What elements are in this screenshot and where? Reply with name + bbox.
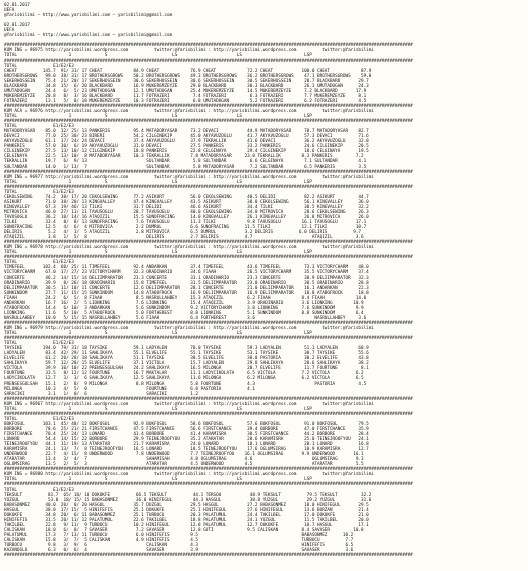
table-row: CEKOLSEWING 74.2 38/ 17/ 20 CEKOLSEWING 77.2 ASIKURT 56.0 CEKOLSEWING 40.5 DELIDI 82.2 ASIKURT 44.7	[4, 194, 369, 200]
column-headers: TOTAL 1 S LS LS LSP	[4, 179, 312, 185]
table-row: TOTAL E1/E2/E3	[4, 63, 74, 69]
separator-line: ##############################################################################################################################################################	[4, 467, 413, 473]
column-headers: TOTAL 1 S LS LS LSP	[4, 477, 312, 483]
separator-line: ##############################################################################################################################################################	[4, 58, 413, 64]
table-row: DELIRIS 5.2 4/ 1/ 5 ATAQIZIL 2.8 MITROVICA 6.5 DUMRUL 3.2 DELIRIS 6.0 DELIRIS 9.7	[4, 230, 361, 236]
table-row: HINIFEFIS 31.5 20/ 11/ 12 PALATUMUL 22.6 TAKILBEL 18.8 PALATUMUL 24.1 YUZGUL 11.5 TAKILBEL 20.0	[4, 517, 369, 523]
table-row: DOKUKFE 34.8 20/ 6/ 11 BABASONMEZ 25.1 TURBOCU 20.3 PALATUMUL 24.4 TAKILBEL 17.0 DOKUKFE 21.0	[4, 512, 369, 518]
table-row: AKYAVUZOGLU 61.1 17/ 24/ 24 DEVACI 37.4 AKYAVUZOGLU 37.9 TEKRALLIK 41.6 DEVACI 36.2 AKYAVUZOGLU 32.8	[4, 139, 369, 145]
table-row: TOTAL E1/E2/E3	[4, 124, 74, 130]
separator-line: ##############################################################################################################################################################	[4, 482, 413, 488]
table-row: BABASONMEZ 40.0 20/ 0/ 20 HASGUL 35.7 DUZGUL 29.5 HASGUL 27.2 BABASONMEZ 18.0 HINIFEGUL 29.5	[4, 502, 369, 508]
race-title: KUM ING = 96980 http://yarisbilimi.wordpress.com twitter:@Yarisbilimi : http://yarisbilimi.wordpress.com twitter:@Yarisbilimi	[4, 472, 374, 478]
table-row: BROTHERSGROWS 99.0 38/ 31/ 17 BROTHERSGROWS 50.2 BROTHERSGROWS 49.3 BROTHERSGROWS 36.2 BROTHERSGROWS 47.1 BROTHERSGROWS 59.0	[4, 73, 372, 79]
table-row: KAZANOGLU 6.3 0/ 6/ 4 SAVASER 3.9 SAVASER 3.6	[4, 548, 354, 554]
separator-line: ##############################################################################################################################################################	[4, 169, 413, 175]
header-line: @Yarisbilimi — http://www.yarisbilimi.com — yarisbilimi@gmail.com	[4, 33, 173, 39]
table-row: NASRULLAHBEY 10.0 5/ 15/ 15 NASRULLAHBEY 5.6 FIAAH 6.4 FORTHEREST 3.6 NASRULLAHBEY 3.6	[4, 315, 367, 321]
separator-line: ##############################################################################################################################################################	[4, 336, 413, 342]
table-row: LADYCIKOLATA 12.7 3/ 3/ 6 SAHLIKAYA 12.5 SAHLIKAYA 11.6 MILONGA 6.2 MILONGA 6.2 VICTOLA 6.5	[4, 376, 364, 382]
table-row: SARACIKI 3.1 1/ 0/ 6 SARACIKI 1.2	[4, 391, 199, 397]
table-row: LONARD 54.4 14/ 15/ 22 BORBORE 29.9 TEINEJROOFYOU 35.2 ATARATAR 28.6 KARAMISRA 25.0 TEINEJROOFYOU 24.1	[4, 437, 369, 443]
table-row: CELGINAYA 22.5 13/ 10/ 8 MATADORYASAR 10.3 TEKRALLIK 7.8 MATADORYASAR 23.0 TEKRALLIK 8.3 PANKERIS 7.2	[4, 154, 364, 160]
race-title: KUM ING = 96967 http://yarisbilimi.wordpress.com twitter:@Yarisbilimi : http://yarisbilimi.wordpress.com twitter:@Yarisbilimi	[4, 401, 374, 407]
table-row: SUNKINDOM 27.7 11/ 15/ 15 SUNKINDOM 14.8 ATABOFROCK 16.9 DELIIMPARATOR 16.9 DELIIMPARATOR 10.8 ATABOFROCK 18.8	[4, 290, 369, 296]
table-row: SAHLIKAYA 59.7 12/ 28/ 15 ELVELIFE 37.1 VICTOLA 15.7 LADYALEN 29.8 SAHLIKAYA 20.6 SAHLIKAYA 38.2	[4, 361, 369, 367]
table-row: TEKSULT 81.7 65/ 18/ 10 DOKUKFE 66.5 TEKSULT 44.1 TERSOU 48.9 TEKSULT 79.5 TEKSULT 32.2	[4, 492, 372, 498]
separator-line: ##############################################################################################################################################################	[4, 411, 413, 417]
separator-line: ##############################################################################################################################################################	[4, 396, 413, 402]
table-row: TURBOCU 9.8 3/ 9/ 6 CALISKAN 4.3 HINIFEFIS 6.5	[4, 543, 354, 549]
column-headers: TOTAL 1 S LS LS LSP	[4, 250, 312, 256]
table-row: FIAAH 24.2 6/ 5/ 8 FIAAH 8.5 NASRULLAHBEY 15.3 ATAQIZIL 6.2 FIAAH 8.4 FIAAH 14.0	[4, 295, 367, 301]
table-row: ASIKURT 71.0 38/ 20/ 13 KINGVALLEY 47.4 KINGVALLEY 43.5 ASIKURT 38.0 CEKOLSEWING 56.1 KINGVALLEY 36.0	[4, 199, 369, 205]
table-row: KARAMISRA 24.1 13/ 7/ 8 TEINEJROOFYOU 16.5 LONARD 18.5 TEINEJROOFYOU 17.6 OGLUMSIRAG 10.9 KARAMISRA 12.7	[4, 447, 369, 453]
table-row: MITROVICA 46.0 27/ 11/ 11 TAVUSOGLU 28.7 TAVUSOGLU 40.0 CEKOLSEWING 34.0 MITROVICA 28.6 CEKOLSEWING 26.3	[4, 209, 369, 215]
table-row: VICTORYCHARM 67.0 17/ 27/ 23 VICTORYCHARM 32.3 ORADINARIO 34.6 FIAAH 26.5 VICTORYCHARM 35.5 VICTORYCHARM 37.4	[4, 270, 369, 276]
table-row: CALISKAN 15.8 3/ 7/ 5 CALISKAN 4.9 HINIFEFIS 4.5 TURBOCU 7.7	[4, 537, 354, 543]
table-row: SUNOFRACING 12.5 4/ 6/ 4 MITROVICA 2.2 DUMRUL 6.6 SUNOFRACING 11.5 TILKI 12.1 TILKI 10.7	[4, 225, 367, 231]
table-row: OGLUMSIRAG 13.5 2/ 5/ 3 ATARATAR 4.5 UNDERWOOD 4.5 ATARATAR 5.5	[4, 462, 364, 468]
table-row: HASGUL 38.0 17/ 15/ 5 HINIFEFIS 25.1 DOKUKFE 25.1 HINIFEGUL 27.6 HINIFEGUL 13.6 BORZAN 21.4	[4, 507, 369, 513]
race-title: KUM ING = 96975 http://yarisbilimi.wordpress.com twitter:@Yarisbilimi : http://yarisbilimi.wordpress.com twitter:@Yarisbilimi	[4, 48, 374, 54]
table-row: FOURTUNE 33.5 8/ 12/ 12 FOURTUNE 16.7 MAKTALAR 11.1 LADYCIKOLATA 6.5 VICTOLA 7.2 VICTOLA 6.2	[4, 371, 364, 377]
table-row: SEKERHOSSEIN 75.4 21/ 20/ 17 SEKERHOSSEIN 30.6 SEKERHOSSEIN 30.6 SEKERHOSSEIN 30.5 SEKERHOSSEIN 28.7 BLACKBARD 29.7	[4, 78, 369, 84]
table-row: TAKILBEL 22.8 9/ 11/ 9 TURBOCU 10.2 HINIFEGUL 12.8 PALATUMUL 12.7 DOKUKFE 10.7 HASGUL 17.1	[4, 522, 369, 528]
table-row: TEKRALLIK 19.7 6/ 9/ 13 SULTANDAR 5.8 SULTANDAR 6.6 CELGINAYA 7.1 SULTANDAR 4.1	[4, 159, 367, 165]
table-row: UMUTADOGAN 24.4 6/ 5/ 23 UMUTADOGAN 12.1 UMUTADOGAN 25.4 MUKEREMZEYZE 14.5 MUKEREMZEYZE 7.2 BLACKBARD 17.9	[4, 88, 367, 94]
column-headers: TOTAL 1 S LS LS LSP	[4, 406, 312, 412]
separator-line: ##############################################################################################################################################################	[4, 240, 413, 246]
table-row: CONCERTE 46.2 14/ 15/ 14 DELIIMPARATOR 23.3 CONCERTE 33.1 ORADINARIO 23.3 CONCERTE 30.9 DELIIMPARATOR 32.3	[4, 275, 369, 281]
table-row: ATAQIZIL 3.8 1/ 5/ 8 DELIRIS 2.7 DELIRIS 4.7 ATAQIZIL 3.6	[4, 235, 364, 241]
separator-line: ##############################################################################################################################################################	[4, 103, 413, 109]
table-row: TOTAL E1/E2/E3	[4, 189, 74, 195]
column-headers: TOTAL 1 S LS LS LSP	[4, 53, 312, 59]
table-row: CILGINEKIP 27.5 13/ 10/ 12 CILGINEKIP 18.8 PANKERIS 22.8 CELGINAYA 29.4 CILGINEKIP 18.6 CELGINAYA 19.5	[4, 149, 369, 155]
table-row: PANKERIS 57.0 30/ 6/ 19 AKYAVUZOGLU 31.0 DEVACI 27.5 PANKERIS 33.2 PANKERIS 24.6 CILGINEKIP 20.5	[4, 144, 369, 150]
table-row: TAVUSOGLU 36.2 10/ 14/ 16 ATAQIZIL 15.5 SUNOFRACING 14.0 KINGVALLEY 26.1 KINGVALLEY 26.8 MITROVICA 26.0	[4, 214, 369, 220]
table-row: TILKI 33.4 8/ 8/ 13 SUNOFRACING 7.6 TAVUSOGLU 11.3 TILKI 9.8 TAVUSOGLU 16.1 TAVUSOGLU 17.1	[4, 220, 367, 226]
table-row: DEVACI 77.0 25/ 30/ 23 BIRERI 54.2 CILGINEKIP 45.0 AKYAVUZOGLU 41.7 AKYAVUZOGLU 57.3 DEVACI 71.6	[4, 134, 369, 140]
table-row: VICTOLA 39.9 10/ 10/ 22 PRENSESGULSAH 24.2 SAHLIKAYA 16.5 MILONGA 20.7 ELVELIFE 11.7 FOURTUNE 8.1	[4, 366, 369, 372]
column-headers: TOTAL 1 S LS LS LSP	[4, 331, 312, 337]
table-row: ELVELIFE 61.2 20/ 28/ 18 SAHLIKAYA 51.1 TAYSIKE 38.5 ELVELIFE 30.0 PASTORIA 30.2 ELVELIFE 43.8	[4, 356, 369, 362]
table-row: SULTANDAR 14.0 1/ 13/ 7 SULTANDAR 5.8 MATADORYASAR 7.2 SULTANDAR 6.5 PANKERIS 3.5	[4, 164, 367, 170]
table-row: BOKFOSUL 103.1 45/ 48/ 12 BOKFOSUL 92.9 BOKFOSUL 58.6 BOKFOSUL 57.6 BOKFOSUL 91.0 BOKFOSUL 79.5	[4, 421, 369, 427]
header-line: UEFA	[4, 28, 15, 34]
separator-line: ##############################################################################################################################################################	[4, 119, 413, 125]
table-row: ATARATAR 13.4 3/ 4/ 7 SAHAMISAH 4.8 OGLUMSIRAG 4.6 OGLUMSIRAG 9.3	[4, 457, 364, 463]
race-title: KUM ING = 96979 http://yarisbilimi.wordpress.com twitter:@Yarisbilimi : http://yarisbilimi.wordpress.com twitter:@Yarisbilimi	[4, 326, 374, 331]
table-row: ATABOFROCK 14.4 6/ 10/ 3 ANDARKAN 5.6 SUNKINDOM 9.2 VICTORYCHARM 3.0 LIONKING 7.6 SUNKINDOM 9.9	[4, 305, 364, 311]
table-row: TAYSIKE 194.0 79/ 31/ 18 TAYSIKE 59.1 LADYALEN 70.0 TAYSIKE 59.3 LADYALEN 51.1 LADYALEN 60.9	[4, 346, 369, 352]
table-row: FIRSTCHANCE 70.4 25/ 24/ 13 LONARD 41.4 BORBORE 41.4 KARAMISRA 30.5 FIRSTCHANCE 44.2 BORBORE 28.4	[4, 431, 369, 437]
separator-line: ##############################################################################################################################################################	[4, 255, 413, 261]
table-row: TOTAL E1/E2/E3	[4, 487, 74, 493]
race-title: KUM ING = 96977 http://yarisbilimi.wordpress.com twitter:@Yarisbilimi : http://yarisbilimi.wordpress.com twitter:@Yarisbilimi	[4, 174, 374, 180]
table-row: CHEAT 145.7 91/ 31/ 17 CHEAT 84.9 CHEAT 76.9 CHEAT 72.2 CHEAT 100.0 CHEAT 87.9	[4, 68, 372, 74]
table-row: BORBORE 78.6 25/ 21/ 21 FIRSTCHANCE 47.5 FIRSTCHANCE 56.6 FIRSTCHANCE 39.4 BORBORE 47.0 FIRSTCHANCE 35.9	[4, 426, 369, 432]
header-line: 02.01.2017	[4, 3, 30, 8]
table-row: ORADINARIO 39.9 8/ 26/ 18 ORADINARIO 15.8 TIMEFEEL 31.5 DELIIMPARATOR 23.0 ORADINARIO 30.5 ORADINARIO 28.8	[4, 280, 369, 286]
race-title: KUM ACA = 96976 http://yarisbilimi.wordpress.com twitter:@Yarisbilimi : http://yarisbilimi.wordpress.com twitter:@Yarisbilimi	[4, 108, 374, 114]
header-line: UEFA	[4, 8, 15, 14]
table-row: TEINEJROOFYOU 44.1 11/ 19/ 13 ATARATAR 21.7 KARAMISRA 24.0 LONARD 18.1 LONARD 20.1 LONARD 16.8	[4, 442, 369, 448]
column-headers: TOTAL 1 S LS LS LSP	[4, 114, 312, 120]
table-row: TIMEFEEL 102.4 60/ 25/ 11 TIMEFEEL 92.4 ANDARKAN 37.4 TIMEFEEL 43.6 TIMEFEEL 73.3 VICTORYCHARM 48.0	[4, 265, 369, 271]
table-row: YUZGUL 53.0 18/ 15/ 15 BABASONMEZ 36.0 HINIFEGUL 44.3 HASGUL 30.8 YUZGUL 29.2 YUZGUL 31.6	[4, 497, 372, 503]
header-line: 02.01.2017	[4, 23, 30, 29]
table-row: CALISKAN 18.0 6/ 8/ 7 SAVASER 7.2 SAVASER 12.8 GUTI 9.5 CALISKAN 8.4 SAVASER 10.8	[4, 527, 364, 533]
table-row: KINGVALLEY 67.3 19/ 46/ 13 TILKI 31.7 DELIDI 46.6 ASIKURT 34.4 TILKI 30.5 KINGVALLEY 32.2	[4, 204, 369, 210]
header-line: @Yarisbilimi — http://www.yarisbilimi.com — yarisbilimi@gmail.com	[4, 13, 173, 19]
table-row: PALATUMUL 17.3 7/ 13/ 11 TURBOCU 6.0 HINIFEFIS 9.5 BABASONMEZ 10.2	[4, 532, 354, 538]
separator-line: ##############################################################################################################################################################	[4, 320, 413, 326]
table-row: PRENSESGULSAH 15.1 2/ 8/ 9 MILONGA 8.8 MILONGA 5.8 FOURTUNE 4.3 PASTORIA 4.5	[4, 381, 367, 387]
table-row: TOTAL E1/E2/E3	[4, 260, 74, 266]
separator-line: ##############################################################################################################################################################	[4, 553, 413, 559]
race-title: KUM ING = 96978 http://yarisbilimi.wordpress.com twitter:@Yarisbilimi : http://yarisbilimi.wordpress.com twitter:@Yarisbilimi	[4, 245, 374, 251]
table-row: BLACKBARD 34.8 15/ 6/ 20 BLACKBARD 16.9 MUKEREMZEYZE 29.0 BLACKBARD 30.3 BLACKBARD 26.1 UMUTADOGAN 24.3	[4, 83, 369, 89]
table-row: ANDARKAN 16.7 16/ 2/ 5 LIONKING 7.6 LIONKING 15.4 ATAQIZIL 3.9 ORADINARIO 3.6 LIONKING 10.9	[4, 300, 364, 306]
table-row: MATADORYASAR 85.0 32/ 25/ 13 PANKERIS 95.4 MATADORYASAR 73.2 DEVACI 44.9 MATADORYASAR 78.7 MATADORYASAR 82.7	[4, 129, 369, 135]
table-row: LIONKING 11.6 5/ 10/ 5 ATABOFROCK 5.0 FORTHEREST 8.8 LIONKING 5.1 SUNKINDOM 8.8 SUNKINDOM 6.4	[4, 310, 364, 316]
separator-line: ##############################################################################################################################################################	[4, 43, 413, 49]
table-row: DELIIMPARATOR 30.5 11/ 10/ 11 CONCERTE 12.6 DELIIMPARATOR 28.1 CONCERTE 21.0 DELIIMPARATOR 16.1 ANDARKAN 22.3	[4, 285, 369, 291]
separator-line: ##############################################################################################################################################################	[4, 184, 413, 190]
table-row: MILONGA 10.3 4/ 5/ 0 FOURTUNE 6.8 PASTORIA 4.1	[4, 386, 255, 392]
table-row: UNDERWOOD 22.7 4/ 15/ 8 UNDERWOOD 7.8 UNDERWOOD 7.7 TEINEJROOFYOU 16.1 OGLUMSIRAG 9.9 UNDERWOOD 16.1	[4, 452, 364, 458]
table-row: TOTAL E1/E2/E3	[4, 341, 74, 347]
table-row: MUKEREMZEYZE 20.8 8/ 3/ 16 BLACKBARD 11.7 FOTRAZERI 7.4 FOTRAZERI 6.3 FOTRAZERI 7.7 MUKEREMZEYZE 8.1	[4, 93, 367, 99]
table-row: LADYALEN 83.4 42/ 29/ 11 SAHLIKAYA 55.1 ELVELIFE 55.1 TAYSIKE 53.1 TAYSIKE 30.7 TAYSIKE 55.6	[4, 351, 369, 357]
table-row: TOTAL E1/E2/E3	[4, 416, 74, 422]
table-row: FOTRAZERI 13.1 5/ 8/ 18 MUKEREMZEYZE 10.3 FOTRAZERI 6.8 UMUTADOGAN 5.2 FOTRAZERI 6.2 FOTRAZERI 4.5	[4, 98, 367, 104]
